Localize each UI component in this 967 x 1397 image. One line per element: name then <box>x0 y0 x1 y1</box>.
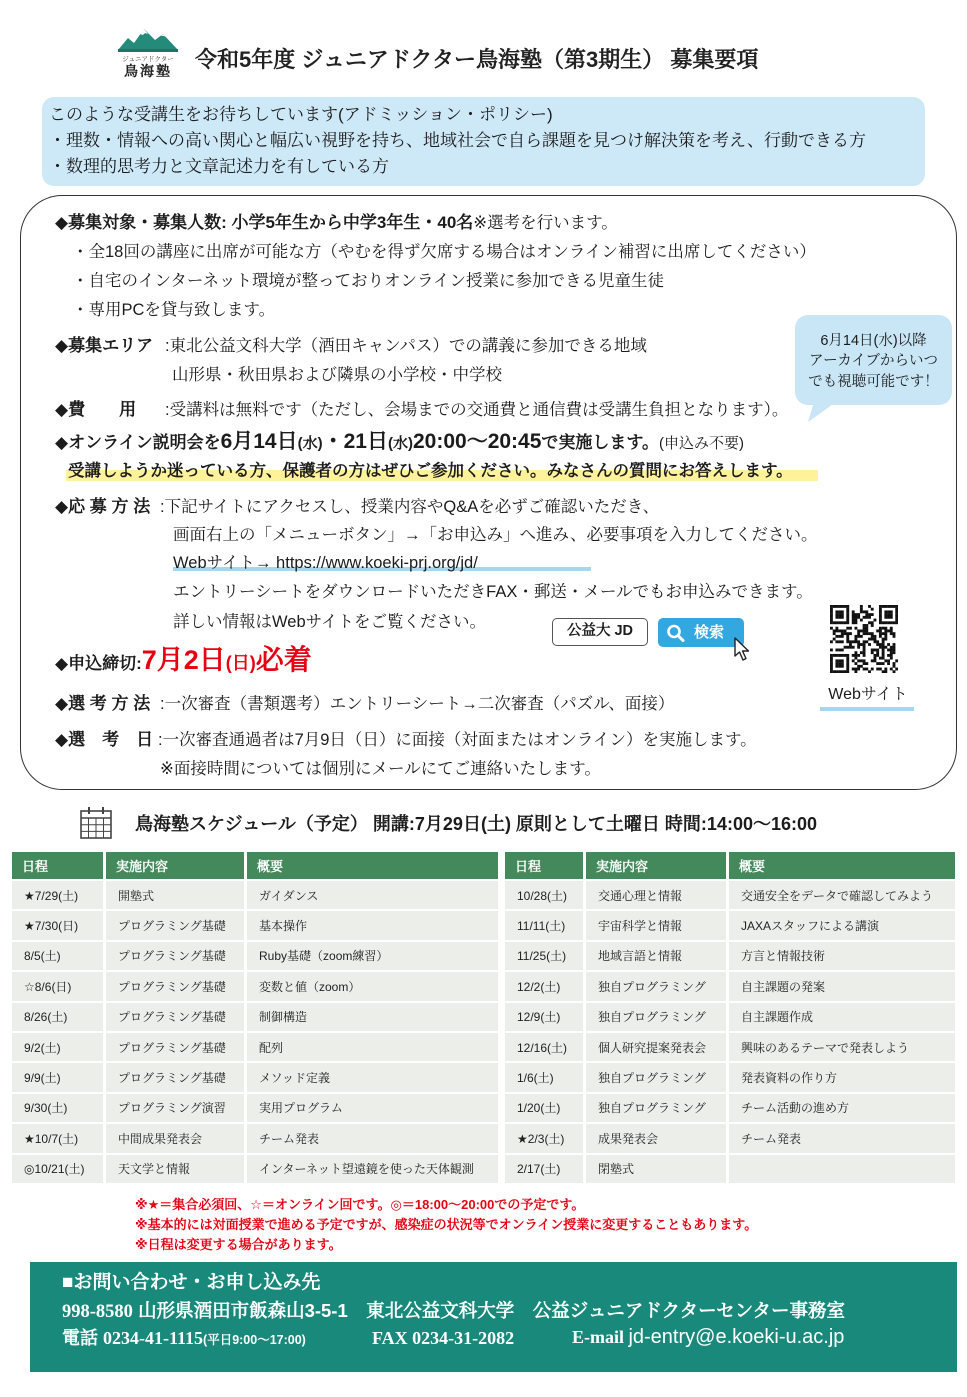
search-button[interactable] <box>658 618 744 647</box>
briefing-line <box>55 429 744 457</box>
qr-label-underline <box>820 707 914 711</box>
fax-label: FAX <box>372 1328 408 1348</box>
target-item: ・専用PCを貸与致します。 <box>72 301 276 319</box>
briefing-dow-1: (水) <box>297 435 323 452</box>
briefing-dow-2: (水) <box>387 435 413 452</box>
schedule-cell-date: 1/6(土) <box>505 1063 583 1091</box>
calendar-icon <box>79 805 113 841</box>
schedule-cell-overview: 興味のあるテーマで発表しよう <box>729 1033 955 1061</box>
briefing-date-1: 6月14日 <box>220 430 298 453</box>
apply-line: 詳しい情報はWebサイトをご覧ください。 <box>173 613 486 631</box>
schedule-cell-overview: インターネット望遠鏡を使った天体観測 <box>247 1155 498 1183</box>
schedule-cell-content: 独自プログラミング <box>586 972 726 1000</box>
schedule-cell-overview: 方言と情報技術 <box>729 942 955 970</box>
schedule-cell-content: 個人研究提案発表会 <box>586 1033 726 1061</box>
area-label: ◆募集エリア <box>55 336 154 355</box>
target-note: ※選考を行います。 <box>473 214 618 232</box>
schedule-cell-content: 独自プログラミング <box>586 1094 726 1122</box>
schedule-cell-overview: 基本操作 <box>247 911 498 939</box>
schedule-cell-date: ★10/7(土) <box>12 1124 103 1152</box>
postal-code: 998-8580 <box>62 1302 133 1322</box>
policy-item: ・数理的思考力と文章記述力を有している方 <box>49 157 389 176</box>
admission-policy-box <box>42 97 925 186</box>
selection-date-text: :一次審査通過者は7月9日（日）に面接（対面またはオンライン）を実施します。 <box>158 731 757 749</box>
column-header-date: 日程 <box>505 852 583 879</box>
schedule-cell-content: プログラミング基礎 <box>106 972 244 1000</box>
briefing-separator: ・ <box>322 430 344 453</box>
column-header-date: 日程 <box>12 852 103 879</box>
schedule-cell-overview: Ruby基礎（zoom練習） <box>247 942 498 970</box>
contact-address: 山形県酒田市飯森山3-5-1 東北公益文科大学 公益ジュニアドクターセンター事務室 <box>138 1300 846 1321</box>
schedule-cell-overview: 自主課題作成 <box>729 1003 955 1031</box>
schedule-cell-overview: メソッド定義 <box>247 1063 498 1091</box>
schedule-table-right <box>505 852 955 1183</box>
contact-address-line <box>62 1299 845 1324</box>
schedule-table-left <box>12 852 498 1183</box>
schedule-cell-date: 10/28(土) <box>505 881 583 909</box>
selection-date-note: ※面接時間については個別にメールにてご連絡いたします。 <box>160 760 601 778</box>
schedule-cell-overview: 発表資料の作り方 <box>729 1063 955 1091</box>
column-header-content: 実施内容 <box>586 852 726 879</box>
column-header-overview: 概要 <box>729 852 955 879</box>
schedule-cell-date: 9/30(土) <box>12 1094 103 1122</box>
schedule-cell-content: 交通心理と情報 <box>586 881 726 909</box>
search-button-label: 検索 <box>694 624 725 641</box>
logo-kana: ジュニアドクター <box>122 56 174 63</box>
fee-text: :受講料は無料です（ただし、会場までの交通費と通信費は受講生負担となります）。 <box>165 401 789 419</box>
schedule-cell-date: 12/16(土) <box>505 1033 583 1061</box>
schedule-note: ※日程は変更する場合があります。 <box>135 1237 342 1252</box>
phone-label: 電話 <box>62 1328 98 1348</box>
schedule-cell-content: プログラミング基礎 <box>106 1003 244 1031</box>
fax-number: 0234-31-2082 <box>412 1328 515 1348</box>
email-label: E-mail <box>572 1327 624 1347</box>
selection-date-label: ◆選 考 日 <box>55 730 154 749</box>
schedule-cell-overview: ガイダンス <box>247 881 498 909</box>
schedule-cell-content: 開塾式 <box>106 881 244 909</box>
apply-text: :下記サイトにアクセスし、授業内容やQ&Aを必ずご確認いただき、 <box>160 498 660 516</box>
schedule-cell-date: ★2/3(土) <box>505 1124 583 1152</box>
schedule-note: ※基本的には対面授業で進める予定ですが、感染症の状況等でオンライン授業に変更することもあります。 <box>135 1217 758 1232</box>
schedule-cell-overview: チーム活動の進め方 <box>729 1094 955 1122</box>
schedule-cell-overview: 制御構造 <box>247 1003 498 1031</box>
schedule-cell-content: プログラミング基礎 <box>106 1033 244 1061</box>
column-header-content: 実施内容 <box>106 852 244 879</box>
schedule-cell-date: 11/25(土) <box>505 942 583 970</box>
contact-email <box>572 1325 844 1351</box>
schedule-cell-content: 閉塾式 <box>586 1155 726 1183</box>
schedule-note: ※★＝集合必須回、☆＝オンライン回です。◎＝18:00～20:00での予定です。 <box>135 1197 585 1212</box>
briefing-date-2: 21日 <box>343 430 388 453</box>
schedule-cell-date: ★7/30(日) <box>12 911 103 939</box>
qr-label: Webサイト <box>828 686 908 703</box>
schedule-cell-content: 独自プログラミング <box>586 1003 726 1031</box>
schedule-cell-overview <box>729 1155 955 1183</box>
target-label: ◆募集対象・募集人数: <box>55 213 227 232</box>
schedule-cell-overview: 変数と値（zoom） <box>247 972 498 1000</box>
cursor-arrow-icon <box>733 637 753 662</box>
selection-method-text: :一次審査（書類選考）エントリーシート→二次審査（パズル、面接） <box>160 695 675 713</box>
policy-heading: このような受講生をお待ちしています(アドミッション・ポリシー) <box>49 105 553 124</box>
schedule-cell-content: 天文学と情報 <box>106 1155 244 1183</box>
schedule-cell-date: ◎10/21(土) <box>12 1155 103 1183</box>
search-icon <box>666 624 686 642</box>
phone-hours: (平日9:00～17:00) <box>203 1333 306 1347</box>
apply-label: ◆応 募 方 法 <box>55 497 151 516</box>
target-item: ・全18回の講座に出席が可能な方（やむを得ず欠席する場合はオンライン補習に出席してください） <box>72 243 816 261</box>
schedule-cell-content: プログラミング基礎 <box>106 911 244 939</box>
schedule-cell-date: 12/2(土) <box>505 972 583 1000</box>
contact-phone <box>62 1326 306 1352</box>
contact-heading: ■お問い合わせ・お申し込み先 <box>62 1272 321 1293</box>
schedule-cell-date: 8/26(土) <box>12 1003 103 1031</box>
schedule-cell-content: 成果発表会 <box>586 1124 726 1152</box>
area-text: :東北公益文科大学（酒田キャンパス）での講義に参加できる地域 <box>165 337 647 355</box>
apply-line: 画面右上の「メニューボタン」→「お申込み」へ進み、必要事項を入力してください。 <box>173 526 818 544</box>
deadline-date: 7月2日 <box>141 645 226 675</box>
briefing-note: (申込み不要) <box>659 435 745 452</box>
schedule-cell-date: 2/17(土) <box>505 1155 583 1183</box>
schedule-cell-date: 9/2(土) <box>12 1033 103 1061</box>
schedule-cell-content: 地域言語と情報 <box>586 942 726 970</box>
schedule-cell-date: 1/20(土) <box>505 1094 583 1122</box>
search-input[interactable]: 公益大 JD <box>552 618 648 646</box>
target-line <box>55 213 618 233</box>
phone-number: 0234-41-1115 <box>103 1328 204 1348</box>
schedule-cell-content: 中間成果発表会 <box>106 1124 244 1152</box>
policy-item: ・理数・情報への高い関心と幅広い視野を持ち、地域社会で自ら課題を見つけ解決策を考え、行動できる方 <box>49 131 867 150</box>
schedule-cell-date: 11/11(土) <box>505 911 583 939</box>
deadline-label: ◆申込締切: <box>55 654 142 673</box>
deadline-dow: (日) <box>225 653 256 673</box>
schedule-cell-overview: 実用プログラム <box>247 1094 498 1122</box>
qr-code <box>830 605 898 673</box>
schedule-cell-date: 9/9(土) <box>12 1063 103 1091</box>
target-item: ・自宅のインターネット環境が整っておりオンライン授業に参加できる児童生徒 <box>72 272 665 290</box>
schedule-cell-content: 宇宙科学と情報 <box>586 911 726 939</box>
schedule-cell-date: ☆8/6(日) <box>12 972 103 1000</box>
schedule-cell-content: プログラミング基礎 <box>106 1063 244 1091</box>
selection-method-label: ◆選 考 方 法 <box>55 694 151 713</box>
schedule-cell-overview: チーム発表 <box>247 1124 498 1152</box>
briefing-lead: ◆オンライン説明会を <box>55 433 221 452</box>
email-address[interactable]: jd-entry@e.koeki-u.ac.jp <box>628 1326 845 1348</box>
deadline-suffix: 必着 <box>255 644 312 675</box>
briefing-time: 20:00～20:45 <box>412 430 542 453</box>
chokai-juku-logo <box>110 24 186 86</box>
page-title: 令和5年度 ジュニアドクター鳥海塾（第3期生） 募集要項 <box>195 47 759 72</box>
schedule-cell-content: プログラミング演習 <box>106 1094 244 1122</box>
schedule-cell-content: 独自プログラミング <box>586 1063 726 1091</box>
schedule-cell-content: プログラミング基礎 <box>106 942 244 970</box>
bubble-text: でも視聴可能です！ <box>808 374 939 390</box>
apply-line: エントリーシートをダウンロードいただきFAX・郵送・メールでもお申込みできます。 <box>173 583 813 601</box>
schedule-cell-overview: JAXAスタッフによる講演 <box>729 911 955 939</box>
schedule-cell-overview: 自主課題の発案 <box>729 972 955 1000</box>
schedule-cell-date: ★7/29(土) <box>12 881 103 909</box>
schedule-cell-overview: 交通安全をデータで確認してみよう <box>729 881 955 909</box>
bubble-text: アーカイブからいつ <box>809 353 938 369</box>
bubble-text: 6月14日(水)以降 <box>820 333 927 349</box>
target-value: 小学5年生から中学3年生・40名 <box>226 213 474 232</box>
contact-fax <box>372 1326 514 1350</box>
deadline-line <box>55 644 312 681</box>
area-text-2: 山形県・秋田県および隣県の小学校・中学校 <box>172 366 502 384</box>
schedule-cell-date: 8/5(土) <box>12 942 103 970</box>
schedule-cell-overview: 配列 <box>247 1033 498 1061</box>
column-header-overview: 概要 <box>247 852 498 879</box>
fee-label: ◆費 用 <box>55 400 137 419</box>
briefing-tail: で実施します。 <box>541 433 660 452</box>
logo-name: 鳥海塾 <box>124 63 172 79</box>
website-url-link[interactable]: Webサイト→ https://www.koeki-prj.org/jd/ <box>173 554 478 572</box>
briefing-invitation: 受講しようか迷っている方、保護者の方はぜひご参加ください。みなさんの質問にお答えします。 <box>68 462 793 480</box>
schedule-heading: 鳥海塾スケジュール（予定） 開講:7月29日(土) 原則として土曜日 時間:14:00～16:00 <box>135 814 818 834</box>
schedule-cell-overview: チーム発表 <box>729 1124 955 1152</box>
schedule-cell-date: 12/9(土) <box>505 1003 583 1031</box>
